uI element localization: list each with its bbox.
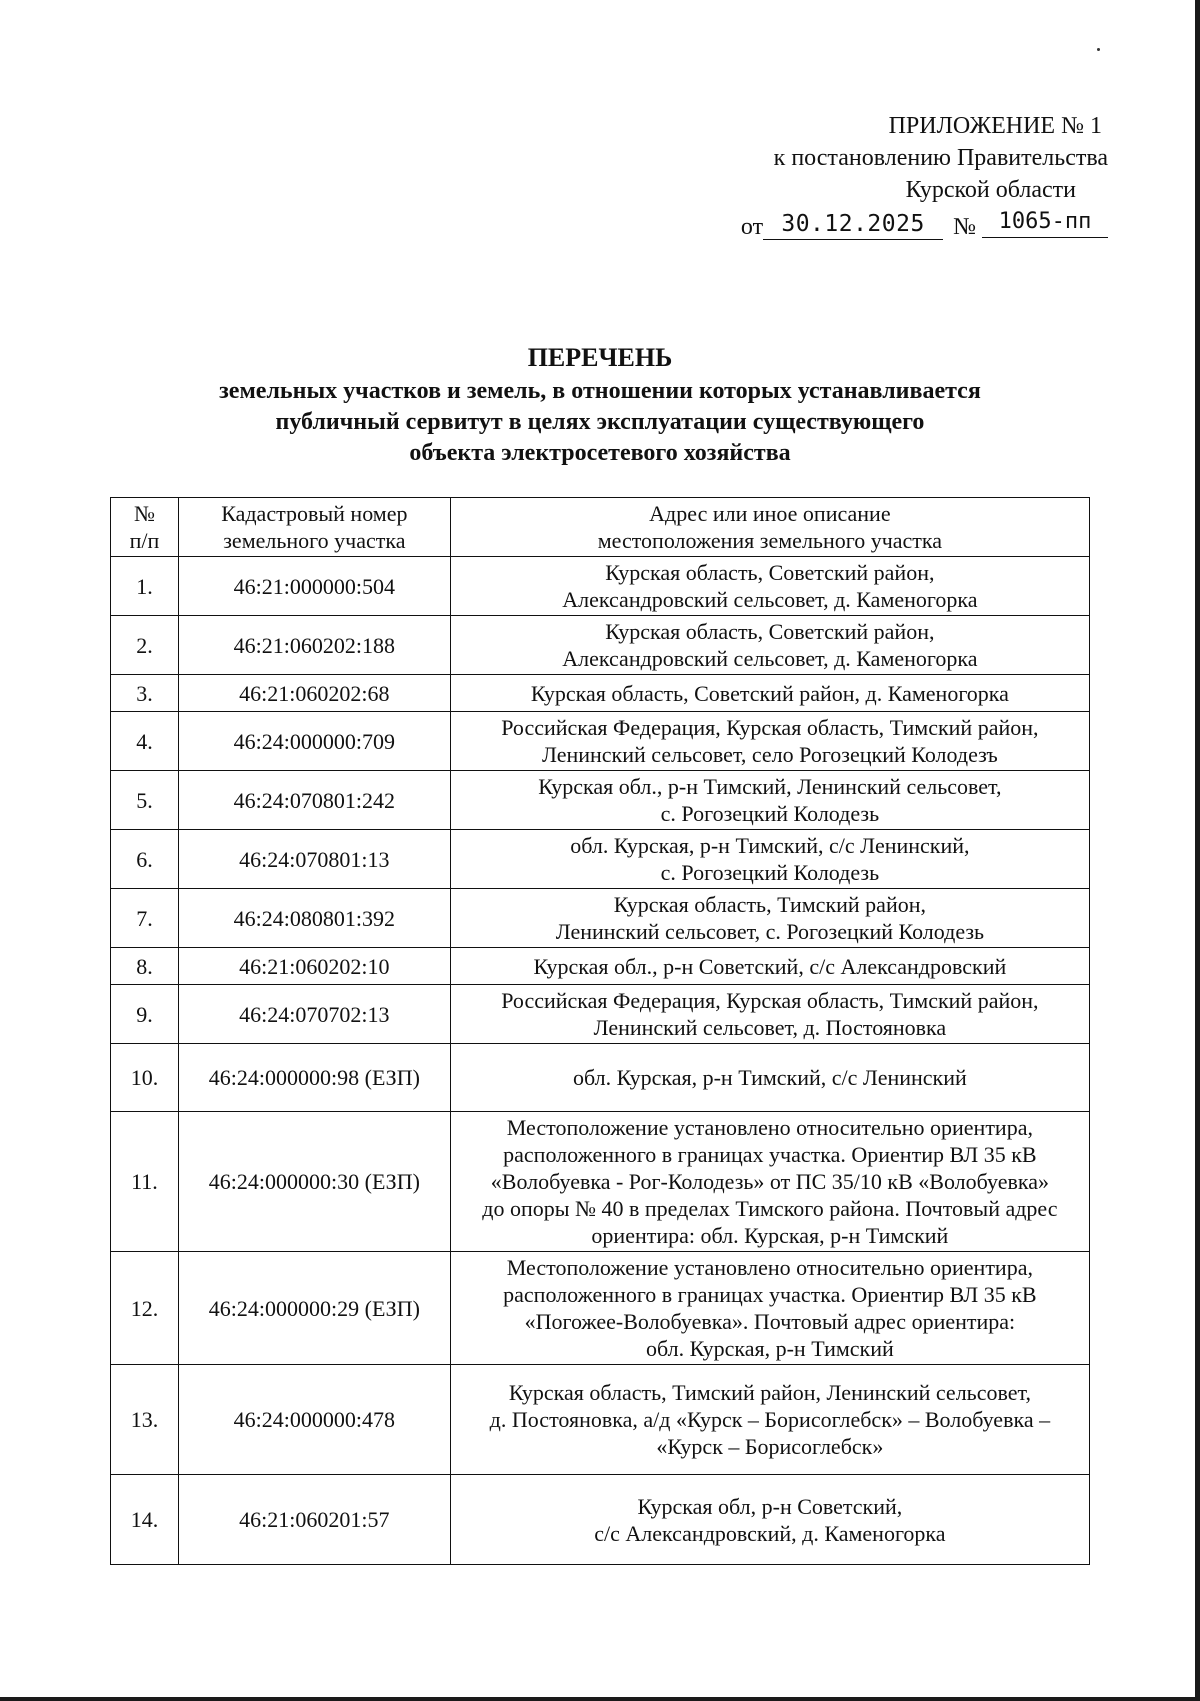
column-header-line: № <box>133 501 155 526</box>
address-line: Ленинский сельсовет, д. Постояновка <box>593 1015 947 1040</box>
title-line-2: публичный сервитут в целях эксплуатации существующего <box>275 409 925 435</box>
date-number-row <box>688 206 1108 242</box>
location-address <box>450 1475 1089 1565</box>
table-row <box>111 830 1090 889</box>
address-line: Курская область, Советский район, д. Каменогорка <box>530 680 1009 706</box>
table-row <box>111 1044 1090 1112</box>
table-body <box>111 557 1090 1565</box>
address-line: д. Постояновка, а/д «Курск – Борисоглебск» – Волобуевка – <box>489 1407 1051 1432</box>
resolution-date: 30.12.2025 <box>763 209 943 240</box>
address-line: «Погожее-Волобуевка». Почтовый адрес ориентира: <box>524 1309 1016 1334</box>
row-number: 4. <box>111 712 179 771</box>
column-header-number <box>111 498 179 557</box>
address-line: до опоры № 40 в пределах Тимского района. Почтовый адрес <box>482 1196 1058 1221</box>
cadastral-number: 46:21:060202:68 <box>178 675 450 712</box>
address-line: с. Рогозецкий Колодезь <box>660 801 880 826</box>
table-row <box>111 771 1090 830</box>
column-header-line: Кадастровый номер <box>221 501 408 526</box>
cadastral-number: 46:24:070801:13 <box>178 830 450 889</box>
address-line: обл. Курская, р-н Тимский, с/с Ленинский, <box>570 833 970 858</box>
column-header-address <box>450 498 1089 557</box>
location-address <box>450 830 1089 889</box>
table-row <box>111 1252 1090 1365</box>
table-row <box>111 712 1090 771</box>
table-header-row <box>111 498 1090 557</box>
cadastral-number: 46:24:070702:13 <box>178 985 450 1044</box>
address-line: Курская область, Советский район, <box>605 560 935 585</box>
address-line: Александровский сельсовет, д. Каменогорка <box>562 646 978 671</box>
table-row <box>111 616 1090 675</box>
cadastral-number: 46:21:060201:57 <box>178 1475 450 1565</box>
location-address <box>450 985 1089 1044</box>
row-number: 1. <box>111 557 179 616</box>
cadastral-number: 46:24:080801:392 <box>178 889 450 948</box>
address-line: Местоположение установлено относительно ориентира, <box>506 1115 1033 1140</box>
row-number: 13. <box>111 1365 179 1475</box>
row-number: 8. <box>111 948 179 985</box>
column-header-line: местоположения земельного участка <box>597 528 943 553</box>
address-line: обл. Курская, р-н Тимский, с/с Ленинский <box>572 1065 967 1090</box>
land-plots-table <box>110 497 1090 1565</box>
location-address <box>450 1252 1089 1365</box>
number-prefix: № <box>953 214 976 240</box>
location-address <box>450 712 1089 771</box>
location-address <box>450 948 1089 985</box>
scan-speck <box>1097 48 1100 51</box>
address-line: Курская обл., р-н Тимский, Ленинский сельсовет, <box>538 774 1002 799</box>
address-line: Курская область, Советский район, <box>605 619 935 644</box>
title-line-3: объекта электросетевого хозяйства <box>409 440 791 466</box>
address-line: расположенного в границах участка. Ориентир ВЛ 35 кВ <box>503 1282 1037 1307</box>
address-line: ориентира: обл. Курская, р-н Тимский <box>591 1223 949 1248</box>
location-address <box>450 616 1089 675</box>
cadastral-number: 46:24:000000:30 (ЕЗП) <box>178 1112 450 1252</box>
cadastral-number: 46:24:000000:29 (ЕЗП) <box>178 1252 450 1365</box>
row-number: 14. <box>111 1475 179 1565</box>
table-row <box>111 948 1090 985</box>
table-row <box>111 1475 1090 1565</box>
address-line: Курская область, Тимский район, Ленинский сельсовет, <box>508 1380 1031 1405</box>
address-line: с/с Александровский, д. Каменогорка <box>594 1520 946 1546</box>
row-number: 2. <box>111 616 179 675</box>
table-row <box>111 557 1090 616</box>
title-line-1: земельных участков и земель, в отношении которых устанавливается <box>219 378 981 404</box>
cadastral-number: 46:24:070801:242 <box>178 771 450 830</box>
address-line: «Волобуевка - Рог-Колодезь» от ПС 35/10 кВ «Волобуевка» <box>490 1169 1049 1194</box>
scan-edge-bottom <box>0 1697 1200 1701</box>
row-number: 9. <box>111 985 179 1044</box>
table-row <box>111 1112 1090 1252</box>
table-row <box>111 985 1090 1044</box>
address-line: Александровский сельсовет, д. Каменогорка <box>562 587 978 612</box>
cadastral-number: 46:21:060202:10 <box>178 948 450 985</box>
region-name: Курской области <box>905 177 1076 203</box>
location-address <box>450 557 1089 616</box>
address-line: Российская Федерация, Курская область, Тимский район, <box>501 715 1039 740</box>
appendix-header <box>688 110 1108 242</box>
row-number: 6. <box>111 830 179 889</box>
address-line: «Курск – Борисоглебск» <box>656 1434 884 1459</box>
location-address <box>450 889 1089 948</box>
date-prefix: от <box>740 214 764 240</box>
address-line: Курская обл, р-н Советский, <box>637 1493 903 1519</box>
location-address <box>450 1365 1089 1475</box>
cadastral-number: 46:24:000000:709 <box>178 712 450 771</box>
scan-edge-right <box>1195 0 1200 1701</box>
resolution-reference: к постановлению Правительства <box>773 145 1108 171</box>
row-number: 7. <box>111 889 179 948</box>
address-line: обл. Курская, р-н Тимский <box>645 1336 894 1361</box>
row-number: 3. <box>111 675 179 712</box>
row-number: 5. <box>111 771 179 830</box>
column-header-line: Адрес или иное описание <box>649 501 891 526</box>
table-row <box>111 675 1090 712</box>
address-line: Ленинский сельсовет, село Рогозецкий Колодезъ <box>541 742 998 767</box>
address-line: расположенного в границах участка. Ориентир ВЛ 35 кВ <box>503 1142 1037 1167</box>
location-address <box>450 1044 1089 1112</box>
address-line: Местоположение установлено относительно ориентира, <box>506 1255 1033 1280</box>
address-line: Курская область, Тимский район, <box>613 892 926 917</box>
row-number: 10. <box>111 1044 179 1112</box>
column-header-line: земельного участка <box>223 528 406 553</box>
location-address <box>450 1112 1089 1252</box>
address-line: Ленинский сельсовет, с. Рогозецкий Колодезь <box>555 919 985 944</box>
column-header-cadastral <box>178 498 450 557</box>
row-number: 11. <box>111 1112 179 1252</box>
table-row <box>111 1365 1090 1475</box>
resolution-number: 1065-пп <box>982 207 1108 238</box>
table-row <box>111 889 1090 948</box>
document-title <box>110 340 1090 469</box>
title-main: ПЕРЕЧЕНЬ <box>527 343 673 372</box>
cadastral-number: 46:21:060202:188 <box>178 616 450 675</box>
address-line: Курская обл., р-н Советский, с/с Александровский <box>533 953 1007 979</box>
appendix-number: ПРИЛОЖЕНИЕ № 1 <box>888 113 1102 139</box>
location-address <box>450 675 1089 712</box>
address-line: с. Рогозецкий Колодезь <box>660 860 880 885</box>
cadastral-number: 46:24:000000:98 (ЕЗП) <box>178 1044 450 1112</box>
column-header-line: п/п <box>129 528 160 553</box>
row-number: 12. <box>111 1252 179 1365</box>
address-line: Российская Федерация, Курская область, Тимский район, <box>501 988 1039 1013</box>
cadastral-number: 46:24:000000:478 <box>178 1365 450 1475</box>
location-address <box>450 771 1089 830</box>
cadastral-number: 46:21:000000:504 <box>178 557 450 616</box>
